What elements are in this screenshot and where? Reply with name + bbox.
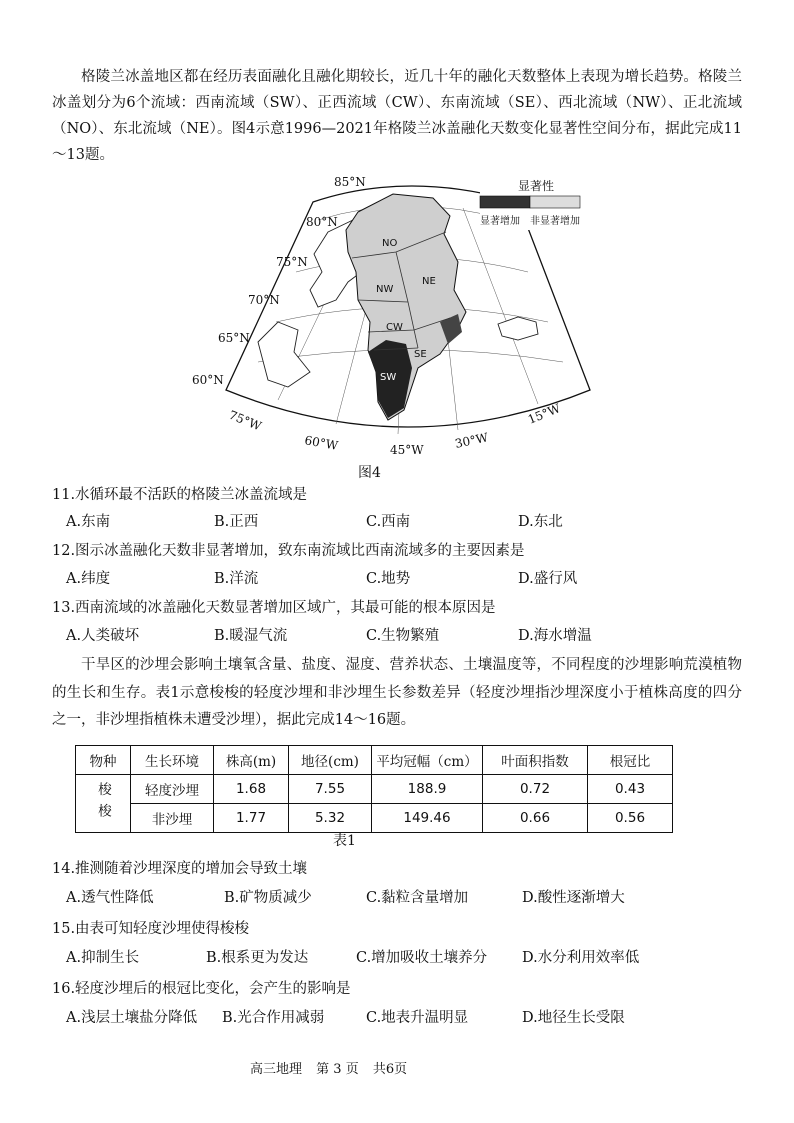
option-14-c[interactable]: C.黏粒含量增加 (366, 890, 469, 906)
legend-label-nonsignificant: 非显著增加 (530, 216, 580, 227)
intro-paragraph-2: 干旱区的沙埋会影响土壤氧含量、盐度、湿度、营养状态、土壤温度等，不同程度的沙埋影响荒漠植物的生长和生存。表1示意梭梭的轻度沙埋和非沙埋生长参数差异（轻度沙埋指沙埋深度小于植株高度的四分之一，非沙埋指植株未遭受沙埋），据此完成14～16题。 (52, 657, 742, 728)
legend-swatch-nonsignificant (530, 196, 580, 208)
footer-page: 第 3 页 (316, 1062, 359, 1077)
option-13-d[interactable]: D.海水增温 (518, 628, 592, 644)
basin-label-NE: NE (422, 276, 436, 287)
lon-label-45w: 45°W (390, 443, 424, 457)
lat-label-70: 70°N (248, 293, 280, 307)
table-header: 物种 (76, 746, 131, 775)
intro-paragraph-1: 格陵兰冰盖地区都在经历表面融化且融化期较长，近几十年的融化天数整体上表现为增长趋势。格陵兰冰盖划分为6个流域：西南流域（SW）、正西流域（CW）、东南流域（SE）、西北流域（NW）、正北流域（NO）、东北流域（NE）。图4示意1996—2021年格陵兰冰盖融化天数变化显著性空间分布，据此完成11～13题。 (52, 69, 742, 163)
option-13-a[interactable]: A.人类破坏 (66, 628, 140, 644)
option-12-a[interactable]: A.纬度 (66, 571, 111, 587)
option-12-b[interactable]: B.洋流 (214, 571, 259, 587)
table-cell: 1.77 (214, 804, 289, 833)
question-14-stem: 14.推测随着沙埋深度的增加会导致土壤 (52, 861, 308, 877)
greenland-map (192, 172, 598, 462)
basin-label-NW: NW (376, 284, 394, 295)
legend-swatch-significant (480, 196, 530, 208)
option-12-d[interactable]: D.盛行风 (518, 571, 578, 587)
option-14-d[interactable]: D.酸性逐渐增大 (522, 890, 625, 906)
option-16-c[interactable]: C.地表升温明显 (366, 1010, 469, 1026)
option-15-c[interactable]: C.增加吸收土壤养分 (356, 950, 488, 966)
lon-label-75w: 75°W (226, 407, 264, 434)
footer-subject: 高三地理 (250, 1062, 303, 1077)
table-cell: 0.43 (588, 775, 673, 804)
page-footer (250, 1058, 417, 1077)
table-cell: 0.66 (483, 804, 588, 833)
basin-label-SW: SW (380, 372, 397, 383)
lat-label-60: 60°N (192, 373, 224, 387)
basin-label-SE: SE (414, 349, 427, 360)
table-header: 叶面积指数 (483, 746, 588, 775)
table-header-row (76, 746, 673, 775)
option-13-c[interactable]: C.生物繁殖 (366, 628, 440, 644)
figure-caption: 图4 (358, 465, 381, 481)
question-16-stem: 16.轻度沙埋后的根冠比变化，会产生的影响是 (52, 981, 351, 997)
basin-label-CW: CW (386, 322, 403, 333)
iceland (498, 317, 538, 340)
table-cell: 149.46 (372, 804, 483, 833)
legend (480, 174, 598, 230)
lat-label-85: 85°N (334, 175, 366, 189)
table-cell: 188.9 (372, 775, 483, 804)
footer-total: 共6页 (372, 1062, 408, 1077)
option-14-b[interactable]: B.矿物质减少 (224, 890, 312, 906)
lat-label-80: 80°N (306, 215, 338, 229)
labrador-coast (258, 322, 310, 387)
table-cell: 7.55 (289, 775, 372, 804)
table-row (76, 775, 673, 804)
option-16-b[interactable]: B.光合作用减弱 (222, 1010, 325, 1026)
table-cell: 0.72 (483, 775, 588, 804)
legend-title: 显著性 (518, 179, 555, 193)
lat-label-75: 75°N (276, 255, 308, 269)
table-cell: 轻度沙埋 (131, 775, 214, 804)
option-16-d[interactable]: D.地径生长受限 (522, 1010, 625, 1026)
table-header: 根冠比 (588, 746, 673, 775)
basin-label-NO: NO (382, 238, 398, 249)
option-13-b[interactable]: B.暖湿气流 (214, 628, 288, 644)
table-header: 生长环境 (131, 746, 214, 775)
table-header: 平均冠幅（cm） (372, 746, 483, 775)
option-11-a[interactable]: A.东南 (66, 514, 111, 530)
option-15-b[interactable]: B.根系更为发达 (206, 950, 309, 966)
table-row (76, 804, 673, 833)
option-15-a[interactable]: A.抑制生长 (66, 950, 140, 966)
lon-label-60w: 60°W (303, 433, 340, 453)
option-11-c[interactable]: C.西南 (366, 514, 411, 530)
table-header: 株高(m) (214, 746, 289, 775)
option-14-a[interactable]: A.透气性降低 (66, 890, 154, 906)
option-11-b[interactable]: B.正西 (214, 514, 259, 530)
table-cell: 非沙埋 (131, 804, 214, 833)
species-cell: 梭梭 (76, 775, 131, 833)
table-cell: 1.68 (214, 775, 289, 804)
table-caption: 表1 (333, 833, 356, 849)
option-16-a[interactable]: A.浅层土壤盐分降低 (66, 1010, 198, 1026)
question-11-stem: 11.水循环最不活跃的格陵兰冰盖流域是 (52, 487, 308, 503)
lat-label-65: 65°N (218, 331, 250, 345)
option-12-c[interactable]: C.地势 (366, 571, 411, 587)
question-12-stem: 12.图示冰盖融化天数非显著增加，致东南流域比西南流域多的主要因素是 (52, 543, 525, 559)
question-13-stem: 13.西南流域的冰盖融化天数显著增加区域广，其最可能的根本原因是 (52, 600, 496, 616)
option-11-d[interactable]: D.东北 (518, 514, 563, 530)
question-15-stem: 15.由表可知轻度沙埋使得梭梭 (52, 921, 250, 937)
lon-label-30w: 30°W (453, 430, 490, 451)
table-cell: 5.32 (289, 804, 372, 833)
legend-label-significant: 显著增加 (480, 216, 520, 227)
option-15-d[interactable]: D.水分利用效率低 (522, 950, 640, 966)
growth-parameter-table (75, 745, 673, 833)
lon-label-15w: 15°W (525, 401, 563, 427)
table-header: 地径(cm) (289, 746, 372, 775)
table-cell: 0.56 (588, 804, 673, 833)
map-svg (192, 172, 598, 462)
